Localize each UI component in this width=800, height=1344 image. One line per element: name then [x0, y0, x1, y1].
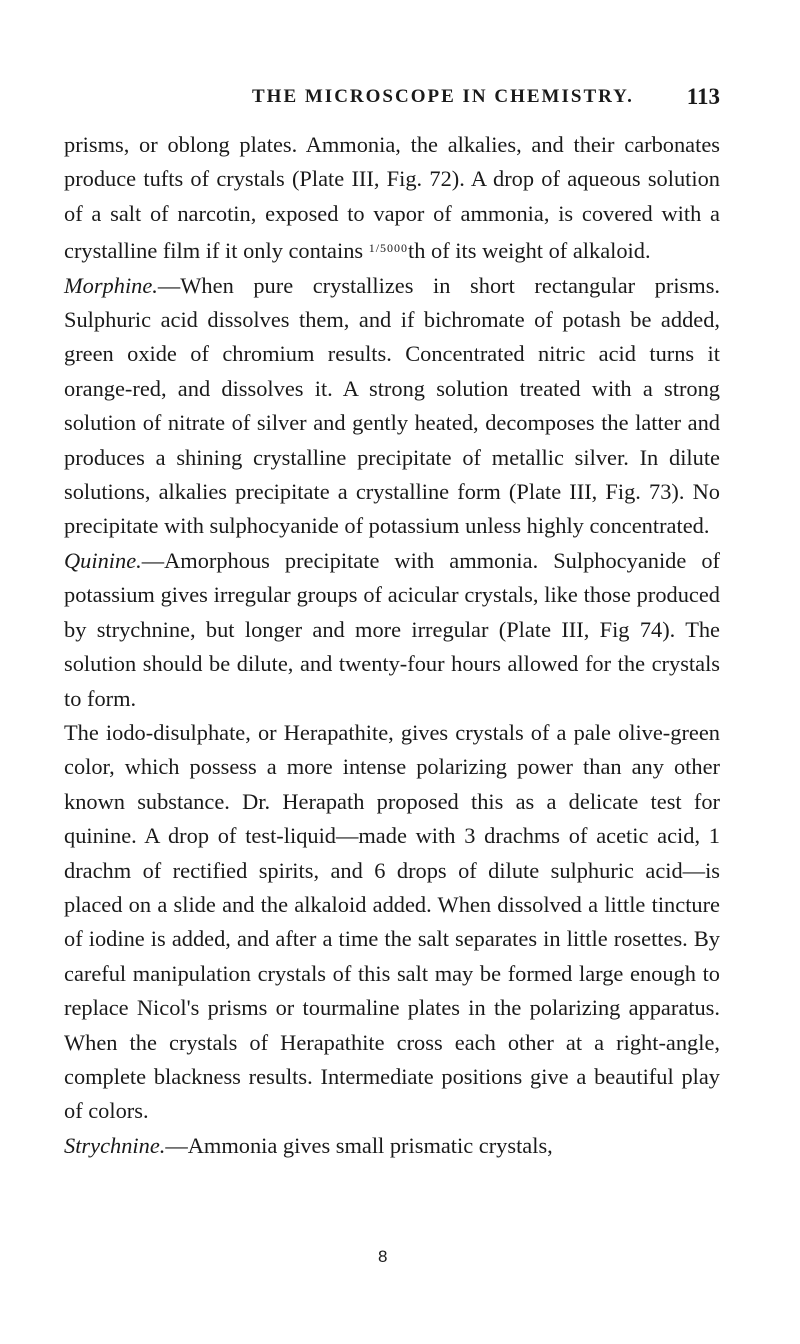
fraction-one-five-thousandth: 1/5000	[368, 241, 409, 256]
paragraph-text: —Amorphous precipitate with ammonia. Sulphocyanide of potassium gives irregular groups of acicular crystals, like those produced by strychnine, but longer and more irregular (Plate III, Fig 74). The solution should be dilute, and twenty-four hours allowed for the crystals to form.	[64, 547, 720, 711]
paragraph-morphine	[64, 269, 720, 544]
signature-mark: 8	[378, 1247, 388, 1266]
paragraph-text: —Ammonia gives small prismatic crystals,	[165, 1132, 553, 1158]
term-quinine: Quinine.	[64, 547, 142, 573]
running-head-title: THE MICROSCOPE IN CHEMISTRY.	[252, 86, 634, 107]
paragraph-text: —When pure crystallizes in short rectangular prisms. Sulphuric acid dissolves them, and if bichromate of potash be added, green oxide of chromium results. Concentrated nitric acid turns it orange-red, and dissolves it. A strong solution treated with a strong solution of nitrate of silver and gently heated, decomposes the latter and produces a shining crystalline precipitate of metallic silver. In dilute solutions, alkalies precipitate a crystalline form (Plate III, Fig. 73). No precipitate with sulphocyanide of potassium unless highly concentrated.	[64, 272, 720, 539]
book-page	[64, 86, 720, 1163]
paragraph-narcotin	[64, 128, 720, 269]
running-head	[64, 86, 720, 116]
paragraph-text-after: th of its weight of alkaloid.	[408, 238, 651, 264]
term-strychnine: Strychnine.	[64, 1132, 166, 1158]
paragraph-quinine	[64, 544, 720, 716]
body-text	[64, 128, 720, 1163]
paragraph-herapathite	[64, 716, 720, 1129]
paragraph-text: The iodo-disulphate, or Herapathite, gives crystals of a pale olive-green color, which possess a more intense polarizing power than any other known substance. Dr. Herapath proposed this as a delicate test for quinine. A drop of test-liquid—made with 3 drachms of acetic acid, 1 drachm of rectified spirits, and 6 drops of dilute sulphuric acid—is placed on a slide and the alkaloid added. When dissolved a little tincture of iodine is added, and after a time the salt separates in little rosettes. By careful manipulation crystals of this salt may be formed large enough to replace Nicol's prisms or tourmaline plates in the polarizing apparatus. When the crystals of Herapathite cross each other at a right-angle, complete blackness results. Intermediate positions give a beautiful play of colors.	[64, 719, 720, 1124]
paragraph-text: prisms, or oblong plates. Ammonia, the alkalies, and their carbonates produce tufts of crystals (Plate III, Fig. 72). A drop of aqueous solution of a salt of narcotin, exposed to vapor of ammonia, is covered with a crystalline film if it only contains	[64, 132, 720, 264]
term-morphine: Morphine.	[64, 272, 158, 298]
page-number: 113	[686, 84, 720, 109]
paragraph-strychnine	[64, 1129, 720, 1163]
